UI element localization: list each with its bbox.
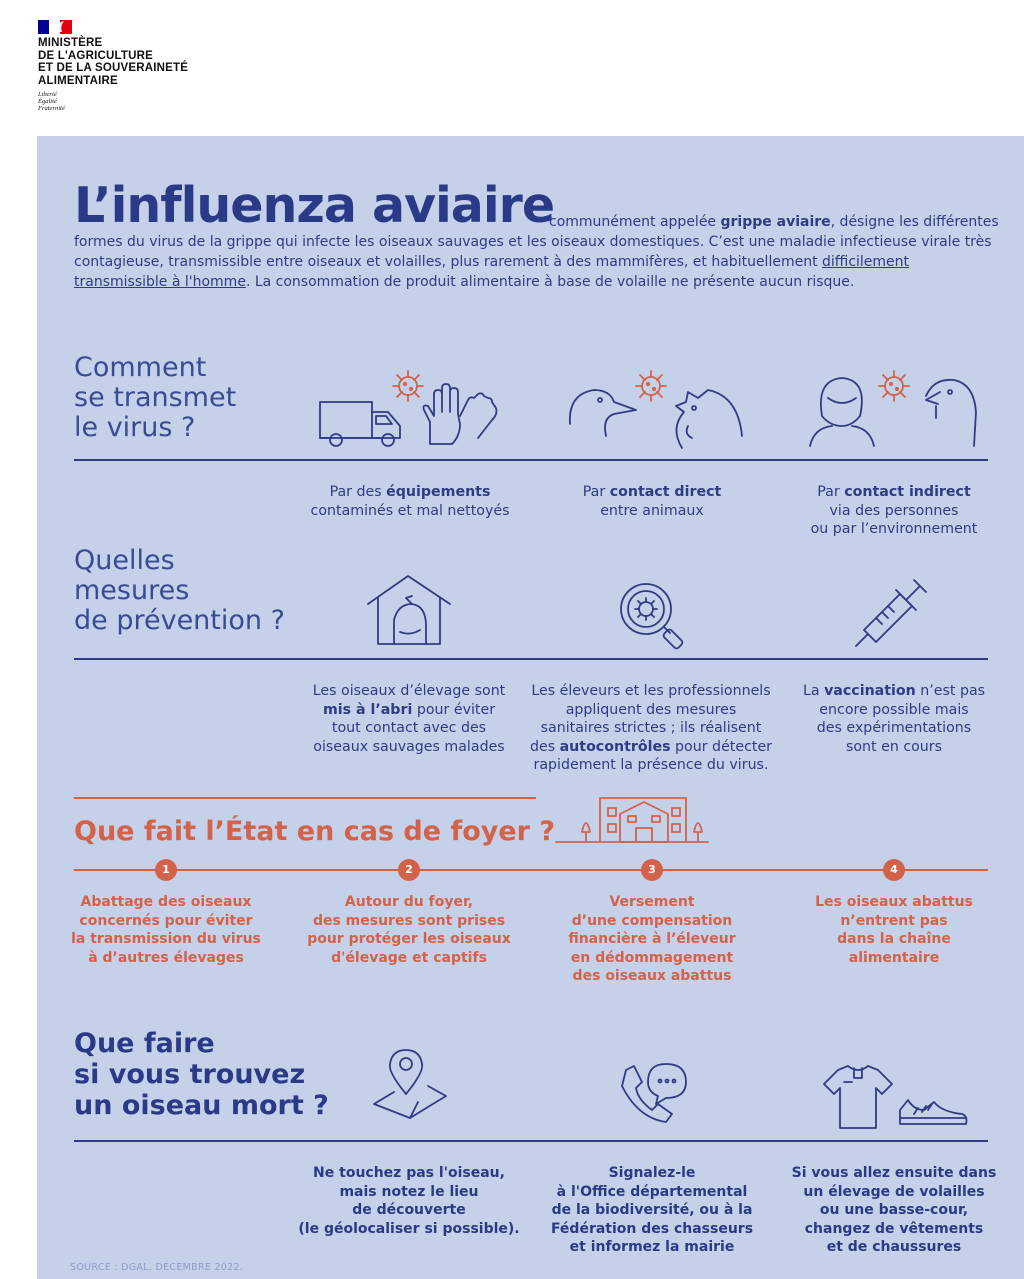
caption-line: alimentaire	[848, 949, 940, 966]
caption-line: contaminés et mal nettoyés	[310, 502, 510, 519]
caption-line: appliquent des mesures	[565, 701, 737, 718]
caption-line: n’entrent pas	[840, 912, 948, 929]
heading-line: le virus ?	[74, 412, 196, 443]
caption-line: Les oiseaux abattus	[815, 894, 973, 910]
person-bird-virus-icon	[808, 366, 988, 452]
syringe-icon	[854, 570, 934, 648]
caption-line: La vaccination n’est pas	[802, 683, 986, 699]
caption-line: et de chaussures	[826, 1239, 962, 1255]
caption-line: des expérimentations	[816, 720, 972, 736]
heading-line: Quelles	[74, 545, 175, 576]
caption-line	[532, 483, 772, 502]
step-number-badge: 1	[155, 859, 177, 881]
intro-text: formes du virus de la grippe qui infecte les oiseaux sauvages et les oiseaux domestiques. C’est une maladie infectieuse virale très contagieuse, transmissible entre oiseaux et volailles, plus rarement à des mammifères, et habituellement	[74, 234, 992, 270]
ministry-line: DE L'AGRICULTURE	[38, 49, 153, 62]
caption-line: mais notez le lieu	[339, 1183, 479, 1200]
caption-bold: contact indirect	[844, 484, 971, 500]
caption-line: de la biodiversité, ou à la	[551, 1202, 753, 1218]
intro-underlined-term: difficilement transmissible à l'homme	[74, 254, 910, 290]
state-heading: Que fait l’État en cas de foyer ?	[74, 816, 556, 847]
caption-line: des oiseaux abattus	[572, 968, 732, 984]
caption-line: encore possible mais	[819, 701, 969, 718]
map-pin-icon	[372, 1046, 448, 1120]
caption-line: concernés pour éviter	[79, 912, 253, 929]
caption-text: Par	[817, 484, 845, 500]
state-step-1-text	[46, 893, 286, 967]
prevention-caption-1	[290, 682, 528, 756]
prevention-caption-2	[516, 682, 786, 775]
dead-bird-caption-2	[532, 1164, 772, 1257]
magnifier-virus-icon	[618, 583, 688, 649]
motto-line: Fraternité	[38, 105, 65, 112]
caption-line: Abattage des oiseaux	[80, 894, 252, 910]
step-number-badge: 2	[398, 859, 420, 881]
caption-line: d'élevage et captifs	[331, 949, 487, 966]
heading-line: Que faire	[74, 1028, 215, 1059]
heading-line: de prévention ?	[74, 605, 285, 636]
town-hall-icon	[556, 796, 708, 844]
caption-text: Par	[582, 484, 610, 500]
caption-bold: autocontrôles	[559, 738, 671, 755]
caption-line: entre animaux	[600, 502, 704, 519]
caption-line: et informez la mairie	[569, 1239, 735, 1255]
caption-line: sont en cours	[845, 738, 943, 755]
caption-line: ou une basse-cour,	[819, 1202, 969, 1218]
motto-line: Égalité	[38, 98, 57, 105]
caption-line: Signalez-le	[608, 1165, 696, 1181]
dead-bird-rule	[74, 1140, 988, 1142]
transmission-caption-3	[774, 483, 1014, 539]
caption-line: mis à l’abri pour éviter	[322, 701, 496, 718]
caption-line: Fédération des chasseurs	[550, 1220, 754, 1237]
caption-line: Si vous allez ensuite dans	[791, 1165, 997, 1181]
caption-line: oiseaux sauvages malades	[313, 738, 505, 755]
dead-bird-caption-1	[290, 1164, 528, 1238]
caption-line: en dédommagement	[570, 949, 734, 966]
caption-line	[774, 483, 1014, 502]
caption-line: Les oiseaux d’élevage sont	[312, 683, 506, 699]
prevention-caption-3	[780, 682, 1008, 756]
caption-line: des mesures sont prises	[312, 912, 506, 929]
intro-bold-term: grippe aviaire	[720, 214, 831, 230]
caption-bold: contact direct	[609, 484, 722, 500]
caption-line: Ne touchez pas l'oiseau,	[313, 1165, 505, 1181]
ministry-line: ALIMENTAIRE	[38, 74, 118, 87]
ministry-line: MINISTÈRE	[38, 37, 103, 49]
source-note: SOURCE : DGAL, DÉCEMBRE 2022.	[70, 1262, 244, 1273]
caption-line: changez de vêtements	[804, 1220, 984, 1237]
caption-line: tout contact avec des	[331, 720, 487, 736]
state-step-2-text	[289, 893, 529, 967]
dead-bird-heading	[74, 1028, 329, 1121]
transmission-caption-2	[532, 483, 772, 520]
state-top-rule	[74, 797, 536, 799]
step-number-badge: 3	[641, 859, 663, 881]
caption-line: un élevage de volailles	[803, 1183, 985, 1200]
intro-text: . La consommation de produit alimentaire à base de volaille ne présente aucun risque.	[245, 274, 855, 290]
caption-line: des autocontrôles pour détecter	[529, 738, 773, 755]
heading-line: se transmet	[74, 382, 237, 413]
heading-line: si vous trouvez	[74, 1059, 306, 1090]
dead-bird-caption-3	[774, 1164, 1014, 1257]
caption-bold: vaccination	[824, 683, 916, 699]
caption-bold: équipements	[386, 484, 491, 500]
state-step-3-text	[532, 893, 772, 986]
intro-text: , désigne les différentes	[830, 214, 999, 230]
prevention-rule	[74, 658, 988, 660]
caption-line: la transmission du virus	[71, 931, 261, 947]
caption-bold: mis à l’abri	[322, 701, 413, 718]
caption-text: Par des	[329, 484, 387, 500]
republic-flag-logo	[38, 19, 72, 33]
caption-line	[290, 483, 530, 502]
republic-motto	[38, 91, 65, 112]
caption-line: financière à l’éleveur	[568, 931, 736, 947]
caption-line: Versement	[609, 894, 695, 910]
caption-line: à d’autres élevages	[88, 949, 244, 966]
caption-line: d’une compensation	[571, 912, 733, 929]
ministry-line: ET DE LA SOUVERAINETÉ	[38, 62, 189, 74]
caption-line: sanitaires strictes ; ils réalisent	[540, 720, 762, 736]
shirt-shoe-icon	[822, 1064, 970, 1130]
state-timeline-rule	[74, 869, 988, 871]
heading-line: mesures	[74, 575, 190, 606]
caption-line: Les éleveurs et les professionnels	[531, 683, 771, 699]
caption-line: ou par l’environnement	[810, 521, 978, 537]
prevention-heading	[74, 546, 285, 636]
motto-line: Liberté	[38, 91, 57, 98]
transmission-rule	[74, 459, 988, 461]
intro-paragraph	[74, 232, 1004, 292]
transmission-heading	[74, 353, 236, 443]
caption-line: Autour du foyer,	[344, 894, 474, 910]
caption-line: pour protéger les oiseaux	[307, 931, 511, 947]
caption-line: (le géolocaliser si possible).	[298, 1220, 520, 1237]
house-chicken-icon	[366, 574, 452, 648]
page-title: L’influenza aviaire	[74, 177, 555, 234]
intro-first-line	[549, 212, 999, 232]
birds-virus-icon	[566, 366, 746, 452]
step-number-badge: 4	[883, 859, 905, 881]
ministry-name	[38, 37, 188, 87]
transmission-caption-1	[290, 483, 530, 520]
caption-line: à l'Office départemental	[556, 1183, 748, 1200]
heading-line: Comment	[74, 352, 207, 383]
caption-line: de découverte	[352, 1202, 466, 1218]
caption-line: via des personnes	[829, 502, 959, 519]
intro-text: communément appelée	[549, 214, 721, 230]
truck-gloves-virus-icon	[318, 364, 500, 450]
phone-chat-icon	[616, 1060, 690, 1130]
state-step-4-text	[774, 893, 1014, 967]
heading-line: un oiseau mort ?	[74, 1090, 329, 1121]
caption-line: rapidement la présence du virus.	[533, 757, 769, 773]
caption-line: dans la chaîne	[837, 931, 951, 947]
